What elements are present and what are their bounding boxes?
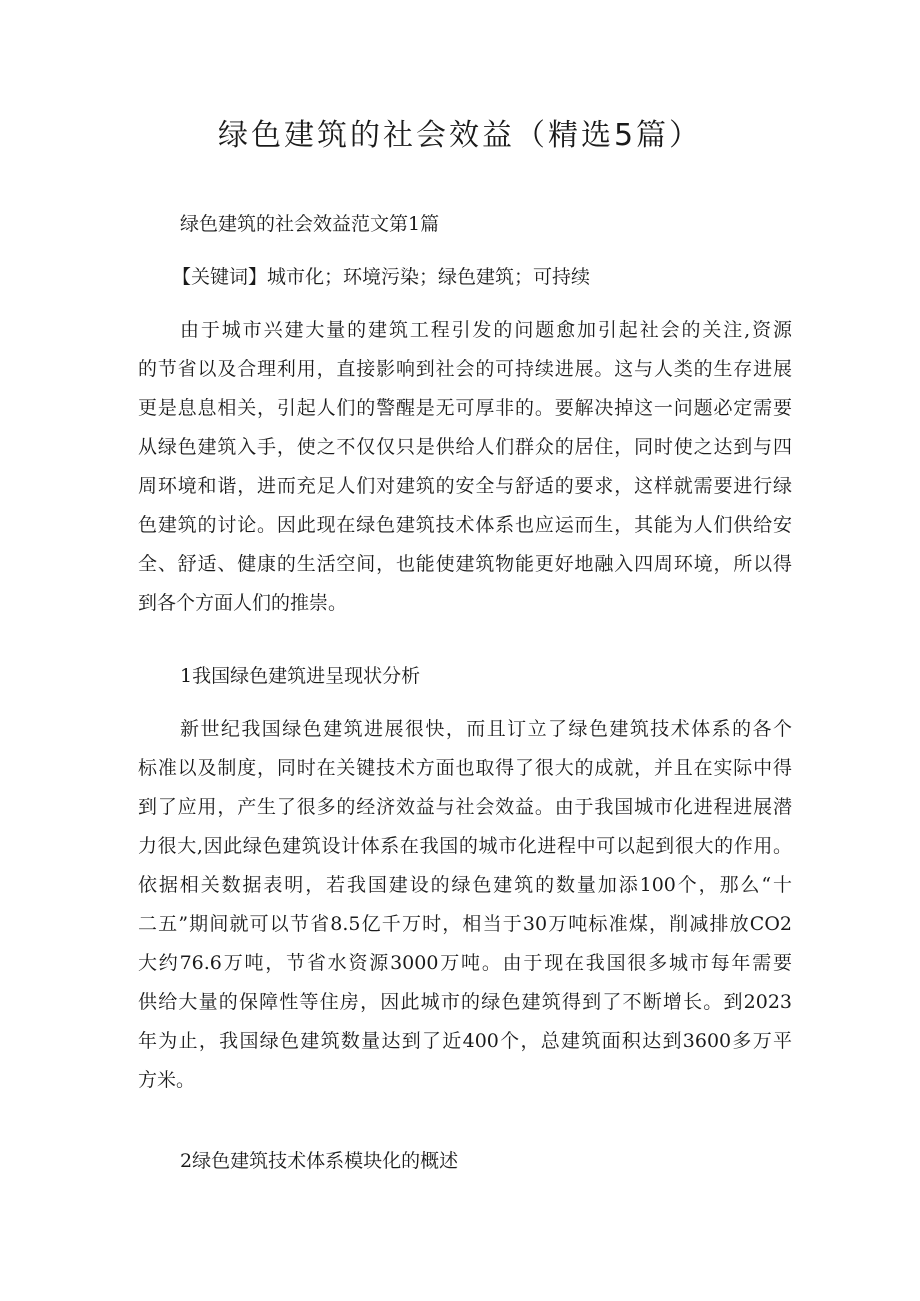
paragraph-line: 的节省以及合理利用，直接影响到社会的可持续进展。这与人类的生存进展 bbox=[138, 358, 792, 380]
paragraph-line: 依据相关数据表明，若我国建设的绿色建筑的数量加添100个，那么“十 bbox=[138, 874, 792, 896]
section-heading: 绿色建筑的社会效益范文第1篇 bbox=[180, 213, 440, 235]
section-subheading: 2绿色建筑技术体系模块化的概述 bbox=[180, 1150, 459, 1172]
paragraph-line: 二五”期间就可以节省8.5亿千万时，相当于30万吨标准煤，削减排放CO2 bbox=[138, 913, 792, 935]
paragraph-line: 年为止，我国绿色建筑数量达到了近400个，总建筑面积达到3600多万平 bbox=[138, 1030, 792, 1052]
paragraph-line: 更是息息相关，引起人们的警醒是无可厚非的。要解决掉这一问题必定需要 bbox=[138, 397, 792, 419]
document-title: 绿色建筑的社会效益（精选5篇） bbox=[217, 118, 703, 153]
paragraph-line: 标准以及制度，同时在关键技术方面也取得了很大的成就，并且在实际中得 bbox=[138, 757, 792, 779]
paragraph-line: 力很大,因此绿色建筑设计体系在我国的城市化进程中可以起到很大的作用。 bbox=[138, 835, 792, 857]
paragraph-line: 由于城市兴建大量的建筑工程引发的问题愈加引起社会的关注,资源 bbox=[180, 319, 792, 341]
paragraph-line: 到了应用，产生了很多的经济效益与社会效益。由于我国城市化进程进展潜 bbox=[138, 796, 792, 818]
keywords-line: 【关键词】城市化；环境污染；绿色建筑；可持续 bbox=[172, 266, 591, 288]
paragraph-line: 从绿色建筑入手，使之不仅仅只是供给人们群众的居住，同时使之达到与四 bbox=[138, 436, 792, 458]
paragraph-line: 大约76.6万吨，节省水资源3000万吨。由于现在我国很多城市每年需要 bbox=[138, 952, 792, 974]
paragraph-line: 全、舒适、健康的生活空间，也能使建筑物能更好地融入四周环境，所以得 bbox=[138, 553, 792, 575]
paragraph-line: 色建筑的讨论。因此现在绿色建筑技术体系也应运而生，其能为人们供给安 bbox=[138, 514, 792, 536]
paragraph-line: 供给大量的保障性等住房，因此城市的绿色建筑得到了不断增长。到2023 bbox=[138, 991, 792, 1013]
paragraph-line: 周环境和谐，进而充足人们对建筑的安全与舒适的要求，这样就需要进行绿 bbox=[138, 475, 792, 497]
section-subheading: 1我国绿色建筑进呈现状分析 bbox=[180, 665, 421, 687]
paragraph-line: 到各个方面人们的推崇。 bbox=[138, 592, 348, 614]
paragraph-line: 新世纪我国绿色建筑进展很快，而且订立了绿色建筑技术体系的各个 bbox=[180, 718, 792, 740]
paragraph-line: 方米。 bbox=[138, 1069, 196, 1091]
